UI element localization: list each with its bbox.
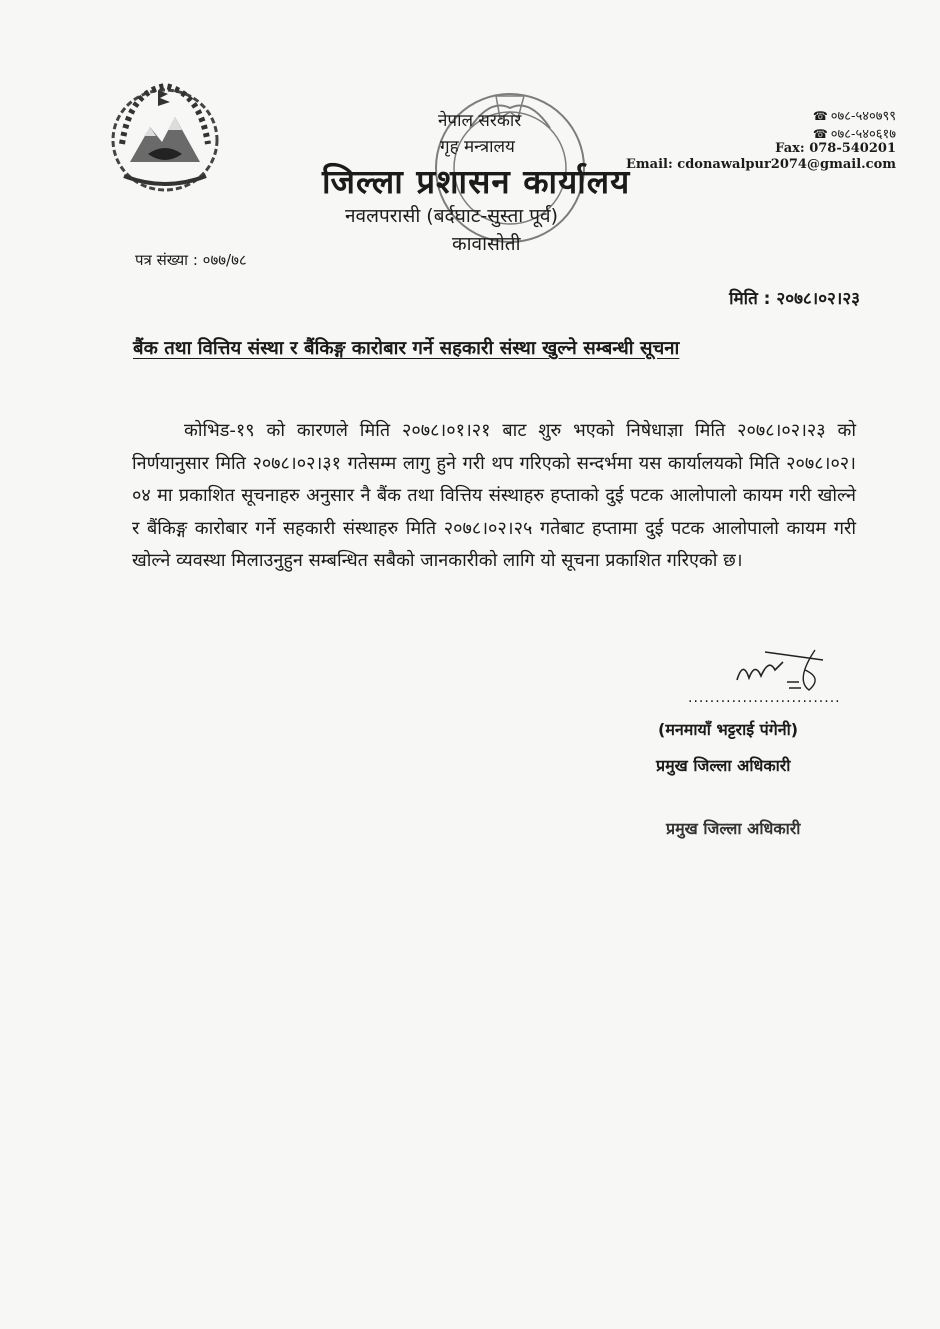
letter-body: कोभिड-१९ को कारणले मिति २०७८।०१।२१ बाट शुरु भएको निषेधाज्ञा मिति २०७८।०२।२३ को निर्णयानुसार मिति २०७८।०२।३१ गतेसम्म लागु हुने गरी थप गरिएको सन्दर्भमा यस कार्यालयको मिति २०७८।०२।०४ मा प्रकाशित सूचनाहरु अनुसार नै बैंक तथा वित्तिय संस्थाहरु हप्ताको दुई पटक आलोपालो कायम गरी खोल्ने र बैंकिङ्ग कारोबार गर्ने सहकारी संस्थाहरु मिति २०७८।०२।२५ गतेबाट हप्तामा दुई पटक आलोपालो कायम गरी खोल्ने व्यवस्था मिलाउनुहुन सम्बन्धित सबैको जानकारीको लागि यो सूचना प्रकाशित गरिएको छ। xyxy=(132,420,856,571)
phone-line-1 xyxy=(813,106,896,124)
signer-name: (मनमायाँ भट्टराई पंगेनी) xyxy=(658,720,799,739)
signer-title: प्रमुख जिल्ला अधिकारी xyxy=(656,756,791,775)
reference-number: पत्र संख्या : ०७७/७८ xyxy=(135,251,247,269)
nepal-emblem-icon xyxy=(100,72,230,202)
phone-number-2: ०७८-५४०६१७ xyxy=(830,127,896,142)
office-name: जिल्ला प्रशासन कार्यालय xyxy=(322,162,631,201)
ministry-name: गृह मन्त्रालय xyxy=(440,137,515,157)
email-address: Email: cdonawalpur2074@gmail.com xyxy=(626,157,896,172)
letter-subject: बैंक तथा वित्तिय संस्था र बैंकिङ्ग कारोबार गर्ने सहकारी संस्था खुल्ने सम्बन्धी सूचना xyxy=(133,338,680,359)
signature-line: ............................ xyxy=(688,690,841,706)
designation-stamp: प्रमुख जिल्ला अधिकारी xyxy=(666,819,801,838)
phone-line-2 xyxy=(813,124,896,142)
district-name: नवलपरासी (बर्दघाट-सुस्ता पूर्व) xyxy=(345,205,559,227)
letter-date: मिति : २०७८।०२।२३ xyxy=(729,289,860,309)
phone-number-1: ०७८-५४०७९९ xyxy=(830,109,896,124)
fax-number: Fax: 078-540201 xyxy=(775,141,896,156)
phone-icon: ☎ xyxy=(812,127,828,141)
town-name: कावासोती xyxy=(452,233,521,255)
phone-icon: ☎ xyxy=(812,109,828,123)
government-name: नेपाल सरकार xyxy=(438,111,522,131)
